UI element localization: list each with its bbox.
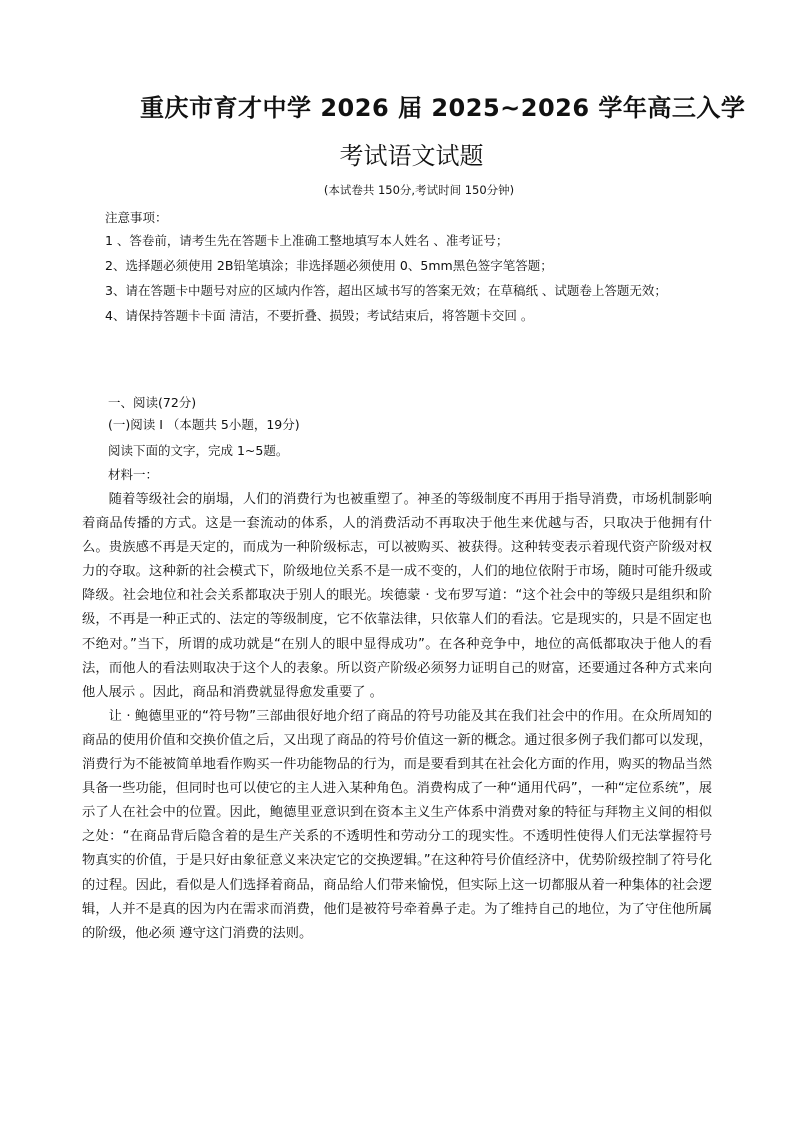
reading-passage xyxy=(82,488,712,946)
notice-item: 4、请保持答题卡卡面 清洁，不要折叠、损毁；考试结束后，将答题卡交回 。 xyxy=(105,308,534,323)
section-heading: 一、阅读(72分) xyxy=(108,395,197,410)
notice-item: 2、选择题必须使用 2B铅笔填涂；非选择题必须使用 0、5mm黑色签字笔答题； xyxy=(105,258,553,273)
subsection-heading: (一)阅读 I （本题共 5小题，19分) xyxy=(108,417,300,432)
exam-title-line1: 重庆市育才中学 2026 届 2025~2026 学年高三入学 xyxy=(140,94,746,122)
passage-paragraph: 随着等级社会的崩塌，人们的消费行为也被重塑了。神圣的等级制度不再用于指导消费，市场机制影响着商品传播的方式。这是一套流动的体系，人的消费活动不再取决于他生来优越与否，只取决于他拥有什么。贵族感不再是天定的，而成为一种阶级标志，可以被购买、被获得。这种转变表示着现代资产阶级对权力的夺取。这种新的社会模式下，阶级地位关系不是一成不变的，人们的地位依附于市场，随时可能升级或降级。社会地位和社会关系都取决于别人的眼光。埃德蒙 · 戈布罗写道：“这个社会中的等级只是组织和阶级，不再是一种正式的、法定的等级制度，它不依靠法律，只依靠人们的看法。它是现实的，只是不固定也不绝对。”当下，所谓的成功就是“在别人的眼中显得成功”。在各种竞争中，地位的高低都取决于他人的看法，而他人的看法则取决于这个人的表象。所以资产阶级必须努力证明自己的财富，还要通过各种方式来向他人展示 。因此，商品和消费就显得愈发重要了 。 xyxy=(82,492,712,700)
material-label: 材料一： xyxy=(108,467,159,482)
passage-paragraph: 让 · 鲍德里亚的“符号物”三部曲很好地介绍了商品的符号功能及其在我们社会中的作用。在众所周知的商品的使用价值和交换价值之后，又出现了商品的符号价值这一新的概念。通过很多例子我们都可以发现，消费行为不能被简单地看作购买一件功能物品的行为，而是要看到其在社会化方面的作用，购买的物品当然具备一些功能，但同时也可以使它的主人进入某种角色。消费构成了一种“通用代码”，一种“定位系统”，展示了人在社会中的位置。因此，鲍德里亚意识到在资本主义生产体系中消费对象的特征与拜物主义间的相似之处：“在商品背后隐含着的是生产关系的不透明性和劳动分工的现实性。不透明性使得人们无法掌握符号物真实的价值，于是只好由象征意义来决定它的交换逻辑。”在这种符号价值经济中，优势阶级控制了符号化的过程。因此，看似是人们选择着商品，商品给人们带来愉悦，但实际上这一切都服从着一种集体的社会逻辑，人并不是真的因为内在需求而消费，他们是被符号牵着鼻子走。为了维持自己的地位，为了守住他所属的阶级，他必须 遵守这门消费的法则。 xyxy=(82,708,712,941)
notice-list xyxy=(105,232,725,332)
notice-item: 3、请在答题卡中题号对应的区域内作答，超出区域书写的答案无效；在草稿纸 、试题卷上答题无效； xyxy=(105,283,667,298)
notice-heading: 注意事项： xyxy=(105,210,168,225)
reading-instruction: 阅读下面的文字，完成 1~5题。 xyxy=(108,443,289,458)
notice-item: 1 、答卷前，请考生先在答题卡上准确工整地填写本人姓名 、准考证号； xyxy=(105,233,509,248)
exam-title-line2: 考试语文试题 xyxy=(339,142,484,170)
exam-subtitle: (本试卷共 150分,考试时间 150分钟) xyxy=(323,183,515,197)
